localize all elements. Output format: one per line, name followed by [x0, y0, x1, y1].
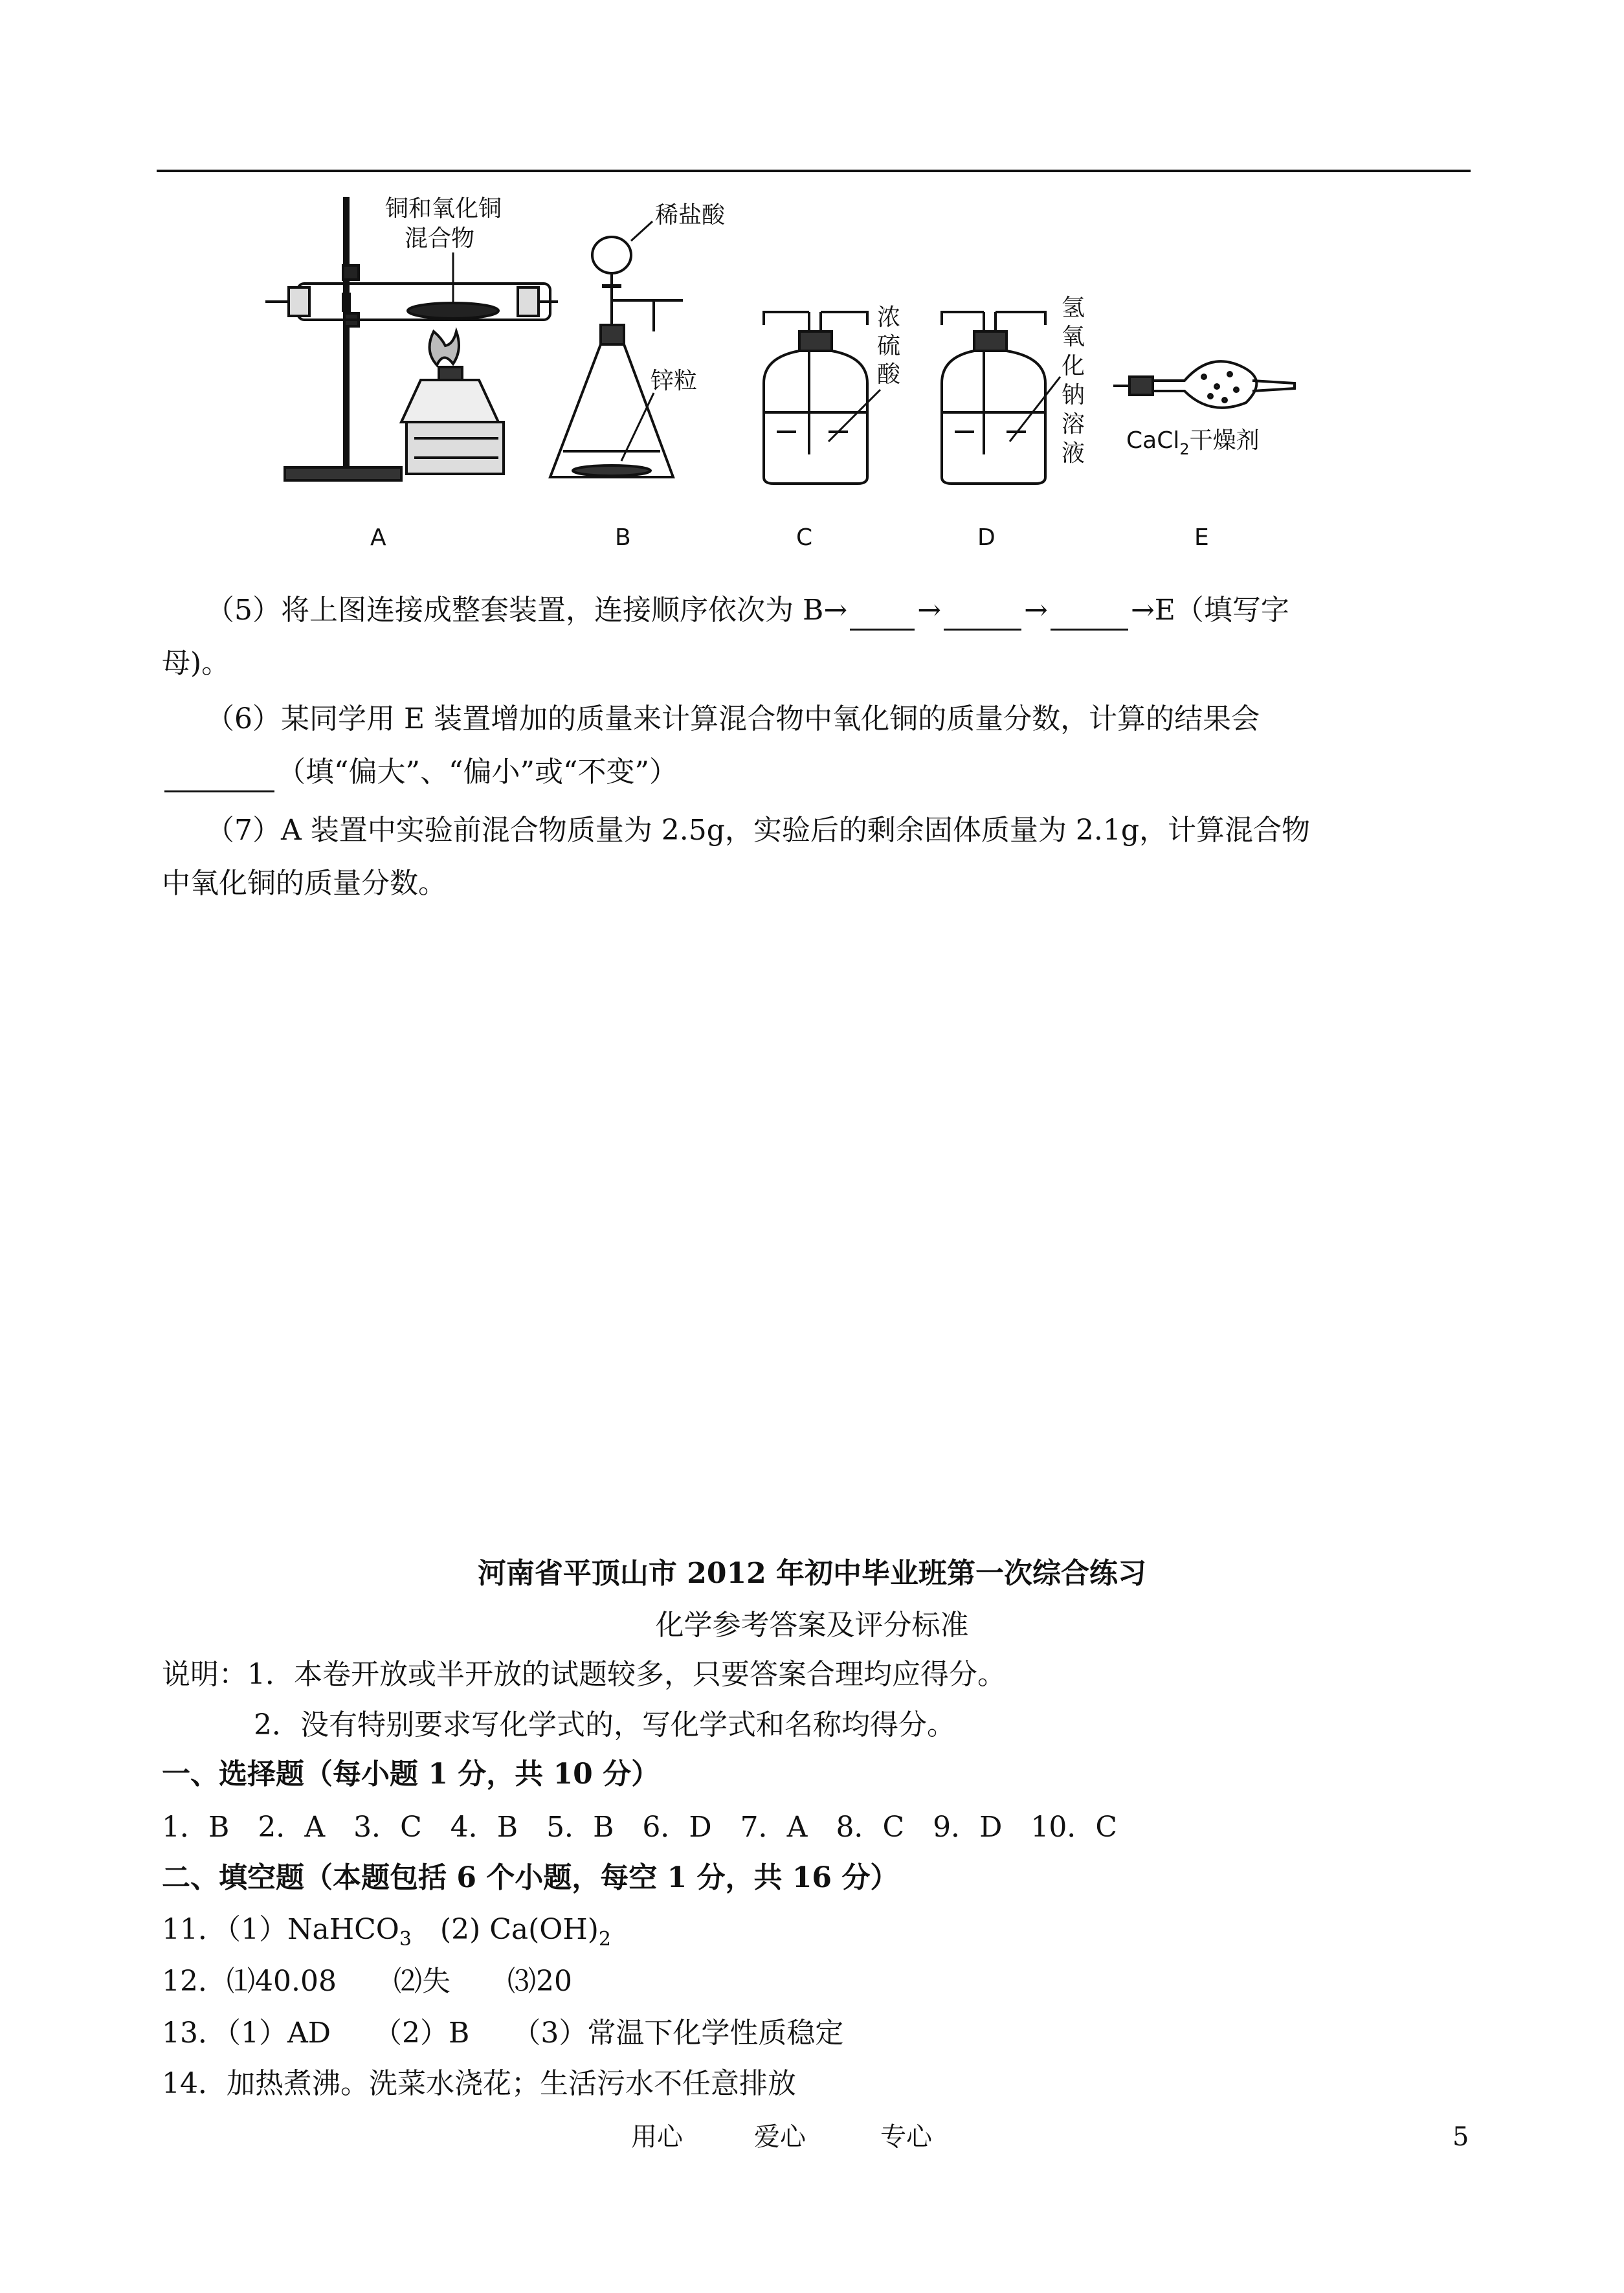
label-naoh-3: 化: [1062, 353, 1085, 379]
answer-key-title: 河南省平顶山市 2012 年初中毕业班第一次综合练习: [477, 1557, 1147, 1590]
answer-13: 13．（1）AD （2）B （3）常温下化学性质稳定: [162, 2017, 844, 2050]
label-naoh-5: 溶: [1062, 411, 1085, 438]
label-naoh-6: 液: [1062, 440, 1085, 467]
label-naoh-2: 氧: [1062, 324, 1085, 350]
apparatus-b: [550, 237, 683, 477]
question-5-line2: 母)。: [162, 647, 230, 680]
label-mixture-2: 混合物: [405, 225, 475, 252]
apparatus-letter-a: A: [370, 524, 386, 551]
label-cacl2: CaCl$_2$干燥剂: [1126, 427, 1260, 458]
label-zinc: 锌粒: [651, 368, 698, 394]
question-7-line1: （7）A 装置中实验前混合物质量为 2.5g，实验后的剩余固体质量为 2.1g，计算混合物: [206, 814, 1311, 847]
label-naoh-1: 氢: [1062, 295, 1085, 321]
question-6-line1: （6）某同学用 E 装置增加的质量来计算混合物中氧化铜的质量分数，计算的结果会: [206, 702, 1260, 735]
question-6-line2: （填“偏大”、“偏小”或“不变”）: [162, 752, 678, 792]
question-5-line1: （5）将上图连接成整套装置，连接顺序依次为 B→ → → →E（填写字: [206, 590, 1289, 631]
label-conc-sulfuric-3: 酸: [877, 361, 901, 388]
note-1: 说明：1．本卷开放或半开放的试题较多，只要答案合理均应得分。: [162, 1658, 1006, 1691]
answer-blank-5b[interactable]: [944, 603, 1021, 631]
label-conc-sulfuric-1: 浓: [877, 304, 901, 331]
section-1-heading: 一、选择题（每小题 1 分，共 10 分）: [162, 1758, 660, 1791]
label-conc-sulfuric-2: 硫: [877, 333, 901, 359]
apparatus-letter-e: E: [1194, 524, 1209, 551]
apparatus-letter-d: D: [977, 524, 996, 551]
note-2: 2．没有特别要求写化学式的，写化学式和名称均得分。: [254, 1708, 955, 1741]
answer-key-subtitle: 化学参考答案及评分标准: [655, 1609, 969, 1642]
label-dilute-hcl: 稀盐酸: [655, 202, 726, 229]
answer-12: 12．⑴40.08 ⑵失 ⑶20: [162, 1965, 572, 1998]
apparatus-d: [942, 312, 1045, 484]
apparatus-letter-b: B: [615, 524, 631, 551]
footer-motto-1: 用心: [631, 2122, 683, 2152]
header-rule: [157, 170, 1471, 172]
label-mixture-1: 铜和氧化铜: [385, 196, 502, 222]
answer-11: 11．（1）NaHCO$_3$ (2) $Ca(OH)_2$: [162, 1913, 612, 1951]
multiple-choice-answers: 1．B 2．A 3．C 4．B 5．B 6．D 7．A 8．C 9．D 10．C: [162, 1811, 1118, 1844]
page-number: 5: [1452, 2122, 1469, 2152]
question-7-line2: 中氧化铜的质量分数。: [162, 867, 447, 900]
answer-blank-6[interactable]: [164, 765, 274, 792]
footer-motto-2: 爱心: [754, 2122, 806, 2152]
label-naoh-4: 钠: [1062, 382, 1085, 408]
answer-14: 14．加热煮沸。洗菜水浇花；生活污水不任意排放: [162, 2067, 796, 2100]
apparatus-letter-c: C: [796, 524, 813, 551]
apparatus-e: [1113, 361, 1295, 408]
footer-motto-3: 专心: [880, 2122, 932, 2152]
answer-blank-5a[interactable]: [850, 603, 915, 631]
apparatus-figure: [259, 183, 1333, 558]
answer-blank-5c[interactable]: [1051, 603, 1128, 631]
apparatus-c: [764, 312, 867, 484]
section-2-heading: 二、填空题（本题包括 6 个小题，每空 1 分，共 16 分）: [162, 1861, 899, 1894]
